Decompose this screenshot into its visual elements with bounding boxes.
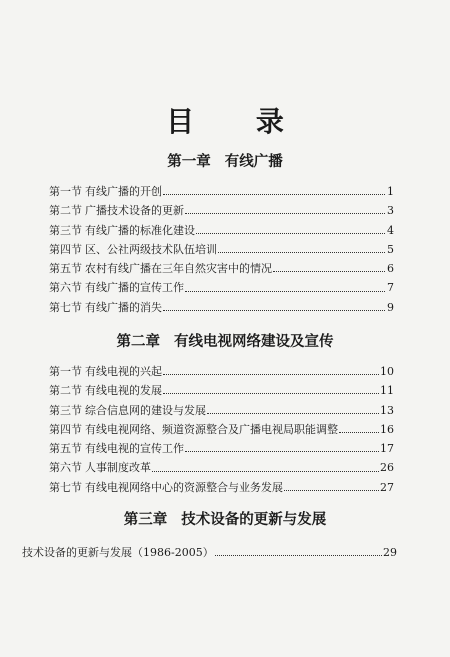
- section-number: 第六节: [49, 281, 82, 295]
- toc-entry[interactable]: [49, 201, 394, 220]
- dot-leader: [185, 291, 385, 292]
- section-number: 第一节: [49, 185, 82, 198]
- dot-leader: [185, 213, 385, 214]
- toc-entry[interactable]: [49, 298, 394, 317]
- chapter-heading-3: [0, 508, 450, 529]
- chapter-number: 第二章: [116, 334, 160, 350]
- section-title: 有线电视网络、频道资源整合及广播电视局职能调整: [85, 422, 338, 436]
- toc-entry[interactable]: [49, 439, 394, 458]
- section-title: 有线广播的宣传工作: [85, 281, 184, 295]
- chapter-heading-2: [0, 330, 450, 351]
- section-title: 广播技术设备的更新: [85, 204, 184, 218]
- toc-entry[interactable]: [49, 478, 394, 497]
- section-title: 有线电视的兴起: [85, 365, 162, 378]
- page-number: 17: [380, 442, 394, 456]
- toc-entry[interactable]: [49, 182, 394, 201]
- section-title: 区、公社两级技术队伍培训: [85, 242, 217, 256]
- toc-entry[interactable]: [49, 240, 394, 259]
- section-number: 第六节: [49, 461, 82, 475]
- section-title: 技术设备的更新与发展（1986-2005）: [22, 546, 214, 559]
- section-number: 第二节: [49, 204, 82, 218]
- page-number: 9: [387, 300, 394, 314]
- section-number: 第七节: [49, 480, 82, 494]
- chapter-number: 第三章: [123, 512, 168, 528]
- chapter-number: 第一章: [167, 154, 211, 170]
- section-title: 有线广播的开创: [85, 185, 162, 198]
- section-number: 第三节: [49, 403, 82, 417]
- toc-entry[interactable]: [49, 401, 394, 420]
- section-number: 第五节: [49, 442, 82, 456]
- dot-leader: [163, 393, 379, 394]
- page-number: 27: [380, 480, 394, 494]
- chapter-heading-1: [0, 150, 450, 171]
- page-number: 16: [380, 422, 394, 436]
- section-title: 有线广播的消失: [85, 300, 162, 314]
- toc-list-chapter-3: [22, 543, 397, 562]
- toc-entry[interactable]: [49, 362, 394, 381]
- chapter-title: 有线电视网络建设及宣传: [174, 334, 334, 350]
- section-number: 第三节: [49, 223, 82, 237]
- dot-leader: [339, 432, 379, 433]
- toc-entry[interactable]: [49, 458, 394, 477]
- section-title: 有线电视的宣传工作: [85, 442, 184, 456]
- toc-entry[interactable]: [49, 420, 394, 439]
- dot-leader: [196, 233, 385, 234]
- page-number: 3: [387, 204, 394, 218]
- section-title: 综合信息网的建设与发展: [85, 403, 206, 417]
- toc-entry[interactable]: [49, 278, 394, 297]
- section-number: 第五节: [49, 262, 82, 276]
- section-title: 有线广播的标准化建设: [85, 223, 195, 237]
- toc-entry[interactable]: [49, 221, 394, 240]
- section-number: 第七节: [49, 300, 82, 314]
- page-number: 7: [387, 281, 394, 295]
- page-title: 目 录: [166, 105, 310, 138]
- page-number: 5: [387, 242, 394, 256]
- page-number: 26: [380, 461, 394, 475]
- page-number: 11: [380, 384, 394, 398]
- chapter-title: 有线广播: [224, 154, 283, 170]
- section-title: 有线电视网络中心的资源整合与业务发展: [85, 480, 283, 494]
- dot-leader: [185, 451, 379, 452]
- section-number: 第二节: [49, 384, 82, 398]
- section-number: 第一节: [49, 365, 82, 378]
- toc-entry[interactable]: [49, 259, 394, 278]
- toc-entry[interactable]: [49, 381, 394, 400]
- page-number: 10: [380, 365, 394, 378]
- dot-leader: [218, 252, 385, 253]
- dot-leader: [163, 374, 379, 375]
- dot-leader: [207, 413, 379, 414]
- toc-list-chapter-2: [49, 362, 394, 497]
- dot-leader: [163, 310, 385, 311]
- chapter-title: 技术设备的更新与发展: [181, 512, 327, 528]
- section-title: 有线电视的发展: [85, 384, 162, 398]
- toc-entry[interactable]: [22, 543, 397, 562]
- page-number: 1: [387, 185, 394, 198]
- dot-leader: [273, 271, 385, 272]
- dot-leader: [284, 490, 379, 491]
- toc-list-chapter-1: [49, 182, 394, 317]
- dot-leader: [215, 555, 382, 556]
- dot-leader: [152, 471, 379, 472]
- page-number: 6: [387, 262, 394, 276]
- section-title: 农村有线广播在三年自然灾害中的情况: [85, 262, 272, 276]
- page-number: 4: [387, 223, 394, 237]
- section-number: 第四节: [49, 422, 82, 436]
- section-number: 第四节: [49, 242, 82, 256]
- page-number: 13: [380, 403, 394, 417]
- dot-leader: [163, 194, 385, 195]
- page-number: 29: [383, 546, 397, 559]
- section-title: 人事制度改革: [85, 461, 151, 475]
